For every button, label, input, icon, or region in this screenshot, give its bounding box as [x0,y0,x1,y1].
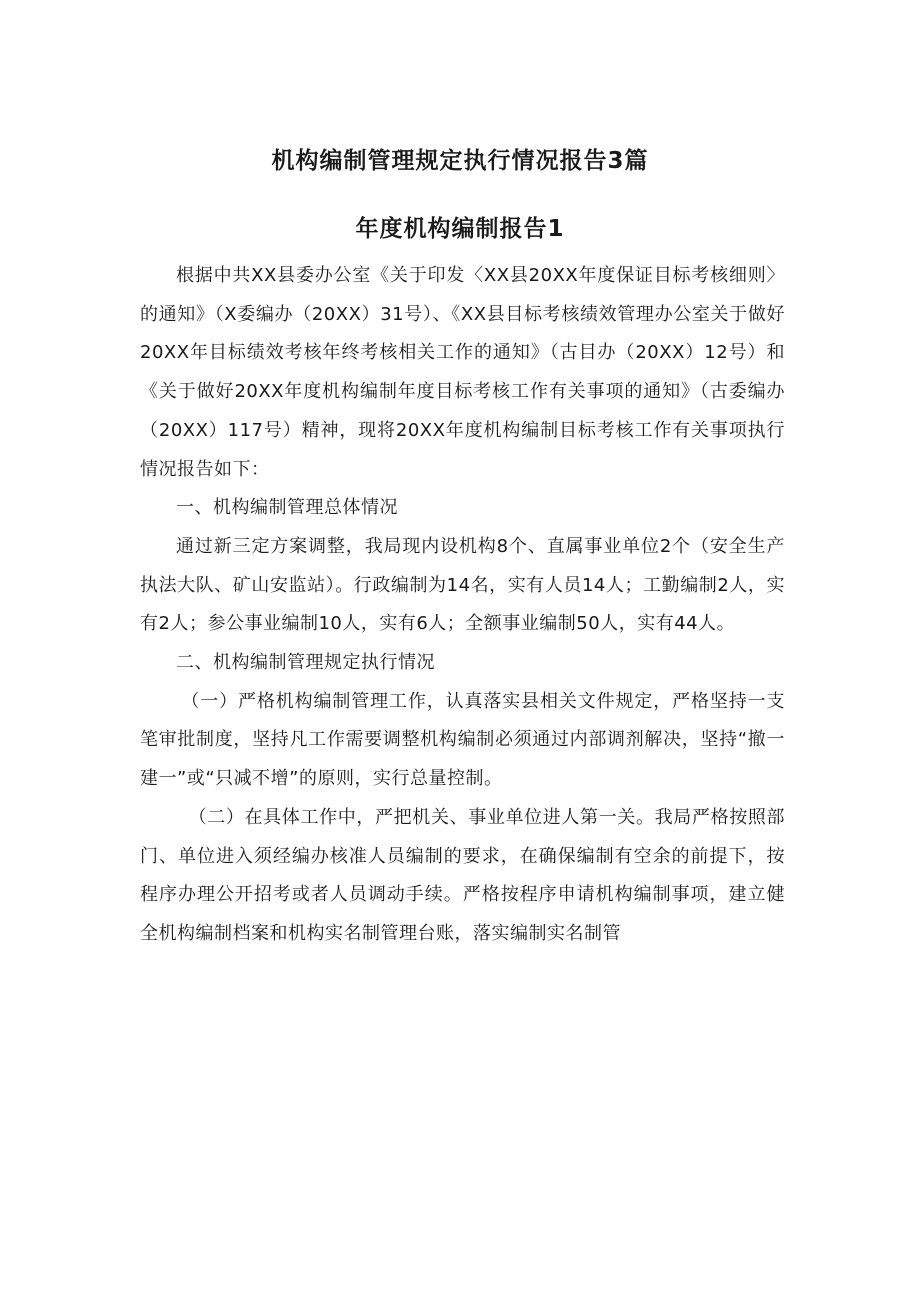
document-subtitle: 年度机构编制报告1 [355,216,565,242]
document-body [140,257,785,954]
paragraph-intro: 根据中共XX县委办公室《关于印发〈XX县20XX年度保证目标考核细则〉的通知》（X委编办（20XX）31号）、《XX县目标考核绩效管理办公室关于做好20XX年目标绩效考核年终考核相关工作的通知》（古目办（20XX）12号）和《关于做好20XX年度机构编制年度目标考核工作有关事项的通知》（古委编办（20XX）117号）精神，现将20XX年度机构编制目标考核工作有关事项执行情况报告如下： [140,265,785,480]
document-title: 机构编制管理规定执行情况报告3篇 [271,148,649,174]
section-heading-1: 一、机构编制管理总体情况 [176,497,398,519]
paragraph-item-1: （一）严格机构编制管理工作，认真落实县相关文件规定，严格坚持一支笔审批制度，坚持凡工作需要调整机构编制必须通过内部调剂解决，坚持“撤一建一”或“只减不增”的原则，实行总量控制。 [140,690,785,790]
paragraph-overview: 通过新三定方案调整，我局现内设机构8个、直属事业单位2个（安全生产执法大队、矿山安监站）。行政编制为14名，实有人员14人；工勤编制2人，实有2人；参公事业编制10人，实有6人；全额事业编制50人，实有44人。 [140,535,785,635]
section-heading-2: 二、机构编制管理规定执行情况 [176,652,435,674]
paragraph-item-2: （二）在具体工作中，严把机关、事业单位进人第一关。我局严格按照部门、单位进入须经编办核准人员编制的要求，在确保编制有空余的前提下，按程序办理公开招考或者人员调动手续。严格按程序申请机构编制事项，建立健全机构编制档案和机构实名制管理台账，落实编制实名制管 [140,806,785,944]
